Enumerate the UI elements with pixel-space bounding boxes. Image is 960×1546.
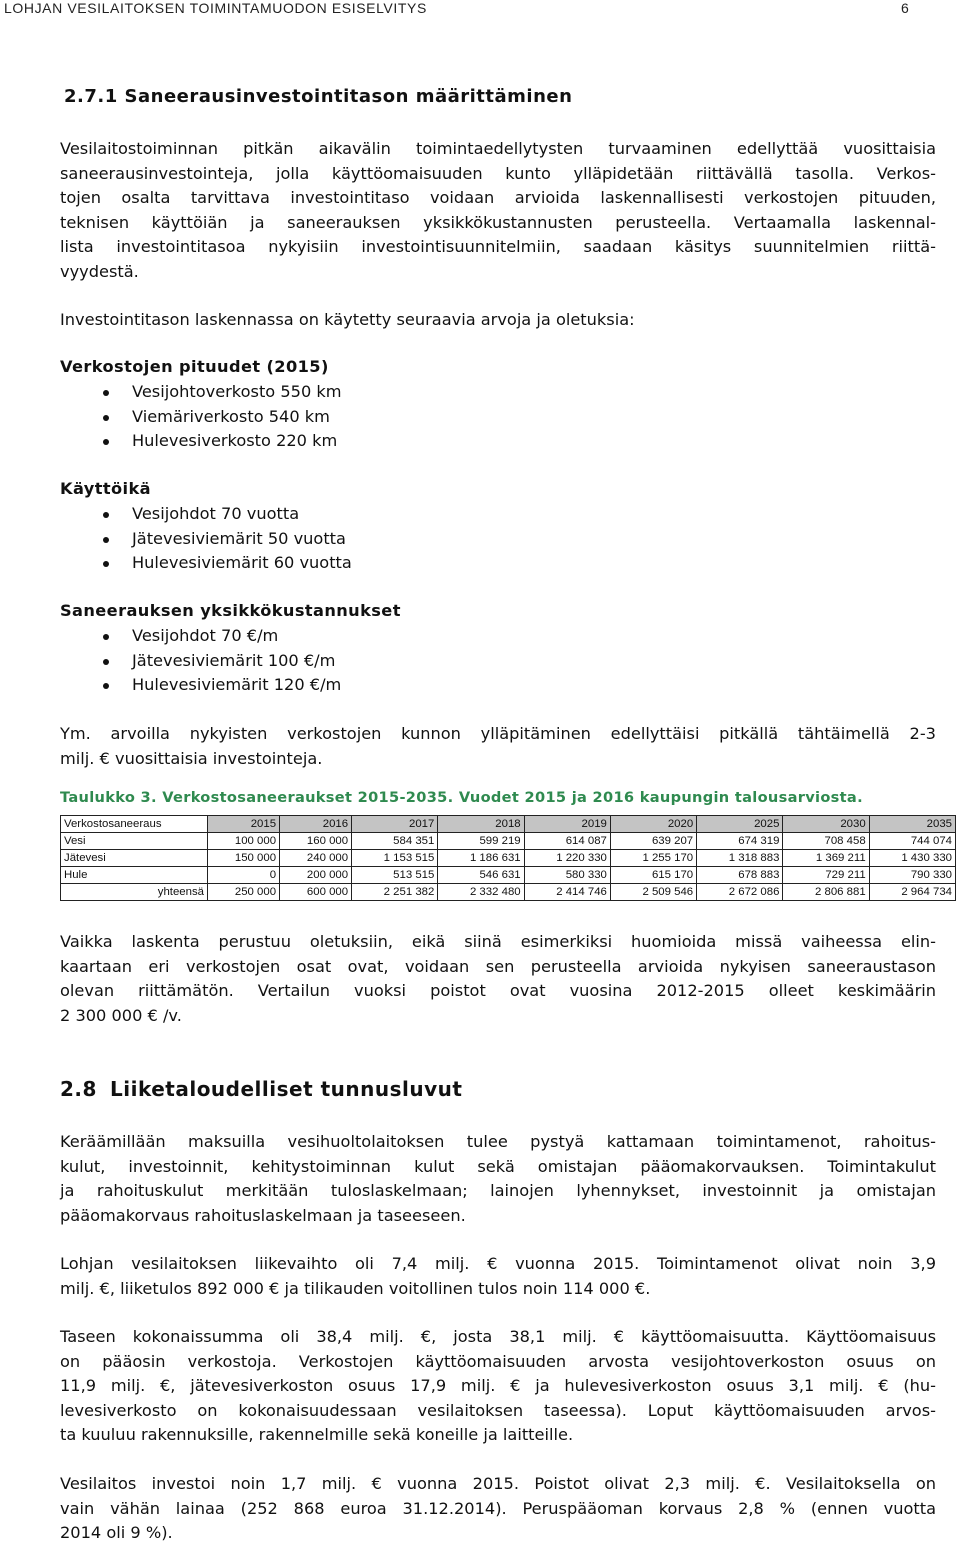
table-cell: 0 (208, 867, 280, 884)
section-heading-2-7-1: 2.7.1 Saneerausinvestointitason määrittäminen (64, 86, 573, 107)
table-cell: 2 509 546 (610, 884, 696, 901)
list-item: Hulevesiverkosto 220 km (60, 429, 342, 454)
table-cell: 614 087 (524, 833, 610, 850)
table-cell: 2 806 881 (783, 884, 869, 901)
table-cell: 1 220 330 (524, 850, 610, 867)
table-cell: 2 964 734 (869, 884, 955, 901)
table-cell: 1 318 883 (697, 850, 783, 867)
list-item: Vesijohtoverkosto 550 km (60, 380, 342, 405)
unit-costs-heading: Saneerauksen yksikkökustannukset (60, 601, 401, 620)
table-cell: 678 883 (697, 867, 783, 884)
renovation-table (60, 815, 956, 901)
table-cell: 584 351 (352, 833, 438, 850)
list-item: Viemäriverkosto 540 km (60, 405, 342, 430)
table-cell: 708 458 (783, 833, 869, 850)
text-line: vyydestä. (60, 261, 139, 281)
column-header: 2018 (438, 816, 524, 833)
text-line: vain vähän lainaa (252 868 euroa 31.12.2014). Peruspääoman korvaus 2,8 % (ennen vuotta (60, 1498, 936, 1518)
table-row (61, 833, 956, 850)
table-cell: 1 369 211 (783, 850, 869, 867)
table-cell: 250 000 (208, 884, 280, 901)
table-cell: Vesi (61, 833, 208, 850)
text-line: kaartaan eri verkostojen osat ovat, voidaan sen perusteella arvioida nykyisen saneeraustason (60, 956, 936, 976)
table-cell: 1 430 330 (869, 850, 955, 867)
text-line: Lohjan vesilaitoksen liikevaihto oli 7,4 milj. € vuonna 2015. Toimintamenot olivat noin 3,9 (60, 1254, 936, 1273)
text-line: lista investointitasoa nykyisiin investointisuunnitelmiin, saadaan käsitys suunnitelmien riittä- (60, 237, 936, 256)
text-line: 2 300 000 € /v. (60, 1005, 182, 1025)
table-cell: 546 631 (438, 867, 524, 884)
table-cell: 1 153 515 (352, 850, 438, 867)
text-line: milj. €, liiketulos 892 000 € ja tilikauden voitollinen tulos noin 114 000 €. (60, 1278, 651, 1298)
list-item: Jätevesiviemärit 50 vuotta (60, 527, 352, 552)
text-line: Taseen kokonaissumma oli 38,4 milj. €, josta 38,1 milj. € käyttöomaisuutta. Käyttöomaisuus (60, 1327, 936, 1346)
lengths-list (60, 380, 342, 454)
text-line: Investointitason laskennassa on käytetty seuraavia arvoja ja oletuksia: (60, 310, 635, 329)
table-cell: yhteensä (61, 884, 208, 901)
table-cell: 160 000 (280, 833, 352, 850)
text-line: ta kuuluu rakennuksille, rakennelmille sekä koneille ja laitteille. (60, 1425, 574, 1444)
text-line: Keräämillään maksuilla vesihuoltolaitoksen tulee pystyä kattamaan toimintamenot, rahoitus- (60, 1132, 936, 1151)
lifetimes-list (60, 502, 352, 576)
paragraph-revenue (60, 1252, 936, 1301)
list-item: Jätevesiviemärit 100 €/m (60, 649, 341, 674)
summary-paragraph (60, 722, 936, 771)
table-caption: Taulukko 3. Verkostosaneeraukset 2015-2035. Vuodet 2015 ja 2016 kaupungin talousarviosta. (60, 789, 863, 806)
table-cell: 240 000 (280, 850, 352, 867)
list-item: Hulevesiviemärit 120 €/m (60, 673, 341, 698)
lifetimes-heading: Käyttöikä (60, 479, 151, 498)
column-header: 2015 (208, 816, 280, 833)
table-cell: 2 414 746 (524, 884, 610, 901)
paragraph-balance (60, 1325, 936, 1448)
text-line: teknisen käyttöiän ja saneerauksen yksikkökustannusten perusteella. Vertaamalla laskennal- (60, 212, 936, 232)
text-line: tojen osalta tarvittava investointitaso voidaan arvioida laskennallisesti verkostojen pituuden, (60, 188, 936, 207)
text-line: pääomakorvaus rahoituslaskelmaan ja taseeseen. (60, 1205, 466, 1225)
lengths-heading: Verkostojen pituudet (2015) (60, 357, 329, 376)
table-cell: 2 332 480 (438, 884, 524, 901)
text-line: saneerausinvestointeja, jolla käyttöomaisuuden kunto ylläpidetään riittävällä tasolla. Verkos- (60, 163, 936, 183)
table-row (61, 850, 956, 867)
table-cell: 2 672 086 (697, 884, 783, 901)
table-cell: 744 074 (869, 833, 955, 850)
table-cell: 674 319 (697, 833, 783, 850)
text-line: Vaikka laskenta perustuu oletuksiin, eikä siinä esimerkiksi huomioida missä vaiheessa elin- (60, 932, 936, 951)
text-line: 11,9 milj. €, jätevesiverkoston osuus 17,9 milj. € ja hulevesiverkoston osuus 3,1 milj. € (hu- (60, 1376, 936, 1395)
intro-paragraph (60, 137, 936, 284)
table-total-row (61, 884, 956, 901)
paragraph-investments (60, 1472, 936, 1546)
table-cell: Jätevesi (61, 850, 208, 867)
section-title: Liiketaloudelliset tunnusluvut (110, 1077, 463, 1101)
column-header: 2020 (610, 816, 696, 833)
list-item: Vesijohdot 70 vuotta (60, 502, 352, 527)
text-line: milj. € vuosittaisia investointeja. (60, 748, 323, 768)
table-cell: 1 255 170 (610, 850, 696, 867)
table-cell: 100 000 (208, 833, 280, 850)
text-line: Ym. arvoilla nykyisten verkostojen kunnon ylläpitäminen edellyttäisi pitkällä tähtäimellä 2-3 (60, 724, 936, 743)
section-number: 2.8 (60, 1077, 97, 1101)
text-line: kulut, investoinnit, kehitystoiminnan kulut sekä omistajan pääomakorvauksen. Toimintakulut (60, 1156, 936, 1176)
text-line: levesiverkosto on kokonaisuudessaan vesilaitoksen taseessa). Loput käyttöomaisuuden arvos- (60, 1400, 936, 1420)
table-cell: 580 330 (524, 867, 610, 884)
table-cell: 150 000 (208, 850, 280, 867)
paragraph-costs (60, 1130, 936, 1228)
table-cell: 200 000 (280, 867, 352, 884)
text-line: 2014 oli 9 %). (60, 1523, 173, 1542)
table-cell: 600 000 (280, 884, 352, 901)
column-header: 2019 (524, 816, 610, 833)
column-header: 2035 (869, 816, 955, 833)
table-cell: 729 211 (783, 867, 869, 884)
list-item: Hulevesiviemärit 60 vuotta (60, 551, 352, 576)
column-header: Verkostosaneeraus (61, 816, 208, 833)
column-header: 2016 (280, 816, 352, 833)
table-cell: 615 170 (610, 867, 696, 884)
list-item: Vesijohdot 70 €/m (60, 624, 341, 649)
after-table-paragraph (60, 930, 936, 1028)
column-header: 2025 (697, 816, 783, 833)
unit-costs-list (60, 624, 341, 698)
text-line: ja rahoituskulut merkitään tuloslaskelmaan; lainojen lyhennykset, investoinnit ja omistajan (60, 1181, 936, 1200)
page-number: 6 (901, 0, 909, 16)
text-line: on pääosin verkostoja. Verkostojen käyttöomaisuuden arvosta vesijohtoverkoston osuus on (60, 1351, 936, 1371)
table-cell: 599 219 (438, 833, 524, 850)
column-header: 2030 (783, 816, 869, 833)
section-heading-2-8 (60, 1077, 462, 1101)
text-line: Vesilaitostoiminnan pitkän aikavälin toimintaedellytysten turvaaminen edellyttää vuosittaisia (60, 139, 936, 158)
text-line: olevan riittämätön. Vertailun vuoksi poistot ovat vuosina 2012-2015 olleet keskimäärin (60, 981, 936, 1000)
running-header-title: LOHJAN VESILAITOKSEN TOIMINTAMUODON ESISELVITYS (4, 0, 427, 16)
table-cell: 2 251 382 (352, 884, 438, 901)
column-header: 2017 (352, 816, 438, 833)
assumptions-intro (60, 308, 936, 333)
table-cell: 639 207 (610, 833, 696, 850)
table-cell: 1 186 631 (438, 850, 524, 867)
table-cell: Hule (61, 867, 208, 884)
table-header-row (61, 816, 956, 833)
text-line: Vesilaitos investoi noin 1,7 milj. € vuonna 2015. Poistot olivat 2,3 milj. €. Vesilaitoksella on (60, 1474, 936, 1493)
table-cell: 790 330 (869, 867, 955, 884)
table-row (61, 867, 956, 884)
table-cell: 513 515 (352, 867, 438, 884)
